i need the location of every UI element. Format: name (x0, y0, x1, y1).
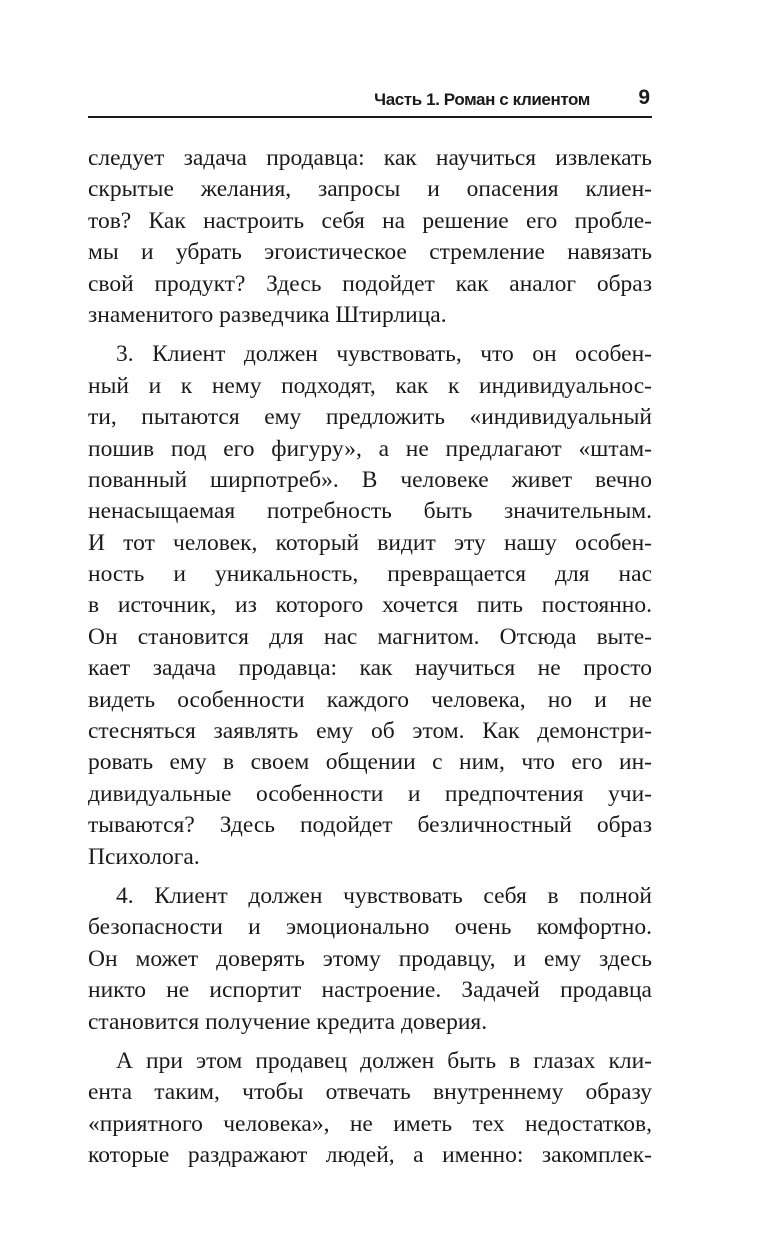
text-line: ность и уникальность, превращается для нас (88, 561, 652, 588)
body-text (88, 143, 652, 1172)
paragraph (88, 1046, 652, 1172)
text-line: кает задача продавца: как научиться не просто (88, 655, 652, 682)
text-line: безопасности и эмоционально очень комфортно. (88, 914, 652, 941)
text-line: И тот человек, который видит эту нашу особен- (88, 529, 652, 556)
text-line: Он может доверять этому продавцу, и ему здесь (88, 945, 652, 972)
paragraph (88, 881, 652, 1038)
text-line: ента таким, чтобы отвечать внутреннему образу (88, 1079, 652, 1106)
text-line: «приятного человека», не иметь тех недостатков, (88, 1110, 652, 1137)
text-line: следует задача продавца: как научиться извлекать (88, 145, 652, 171)
text-line: скрытые желания, запросы и опасения клиен- (88, 176, 652, 203)
text-line: тов? Как настроить себя на решение его пробле- (88, 207, 652, 234)
text-line: ный и к нему подходят, как к индивидуальнос- (88, 372, 652, 399)
text-line: никто не испортит настроение. Задачей продавца (88, 977, 652, 1004)
text-line: пованный ширпотреб». В человеке живет вечно (88, 466, 652, 493)
text-line: 3. Клиент должен чувствовать, что он особен- (116, 341, 652, 368)
chapter-title: Часть 1. Роман с клиентом (374, 90, 590, 109)
paragraph (88, 339, 652, 873)
text-line: мы и убрать эгоистическое стремление навязать (88, 239, 652, 266)
text-line: ти, пытаются ему предложить «индивидуальный (88, 404, 652, 431)
text-line: А при этом продавец должен быть в глазах кли- (116, 1047, 652, 1074)
running-header (88, 86, 652, 118)
paragraph (88, 143, 652, 331)
text-line: дивидуальные особенности и предпочтения учи- (88, 780, 652, 807)
text-line: которые раздражают людей, а именно: закомплек- (88, 1142, 652, 1169)
text-line: знаменитого разведчика Штирлица. (88, 301, 447, 328)
text-line: в источник, из которого хочется пить постоянно. (88, 592, 652, 619)
text-line: видеть особенности каждого человека, но и не (88, 686, 652, 713)
text-line: стесняться заявлять ему об этом. Как демонстри- (88, 718, 652, 745)
text-line: тываются? Здесь подойдет безличностный образ (88, 812, 652, 839)
text-line: Он становится для нас магнитом. Отсюда выте- (88, 623, 652, 650)
text-line: ровать ему в своем общении с ним, что его ин- (88, 749, 652, 776)
text-line: свой продукт? Здесь подойдет как аналог образ (88, 270, 652, 297)
text-line: Психолога. (88, 843, 200, 870)
text-line: 4. Клиент должен чувствовать себя в полной (116, 882, 652, 909)
text-line: становится получение кредита доверия. (88, 1008, 488, 1035)
page-number: 9 (638, 86, 650, 109)
text-line: пошив под его фигуру», а не предлагают «штам- (88, 435, 652, 462)
text-line: ненасыщаемая потребность быть значительным. (88, 498, 652, 525)
